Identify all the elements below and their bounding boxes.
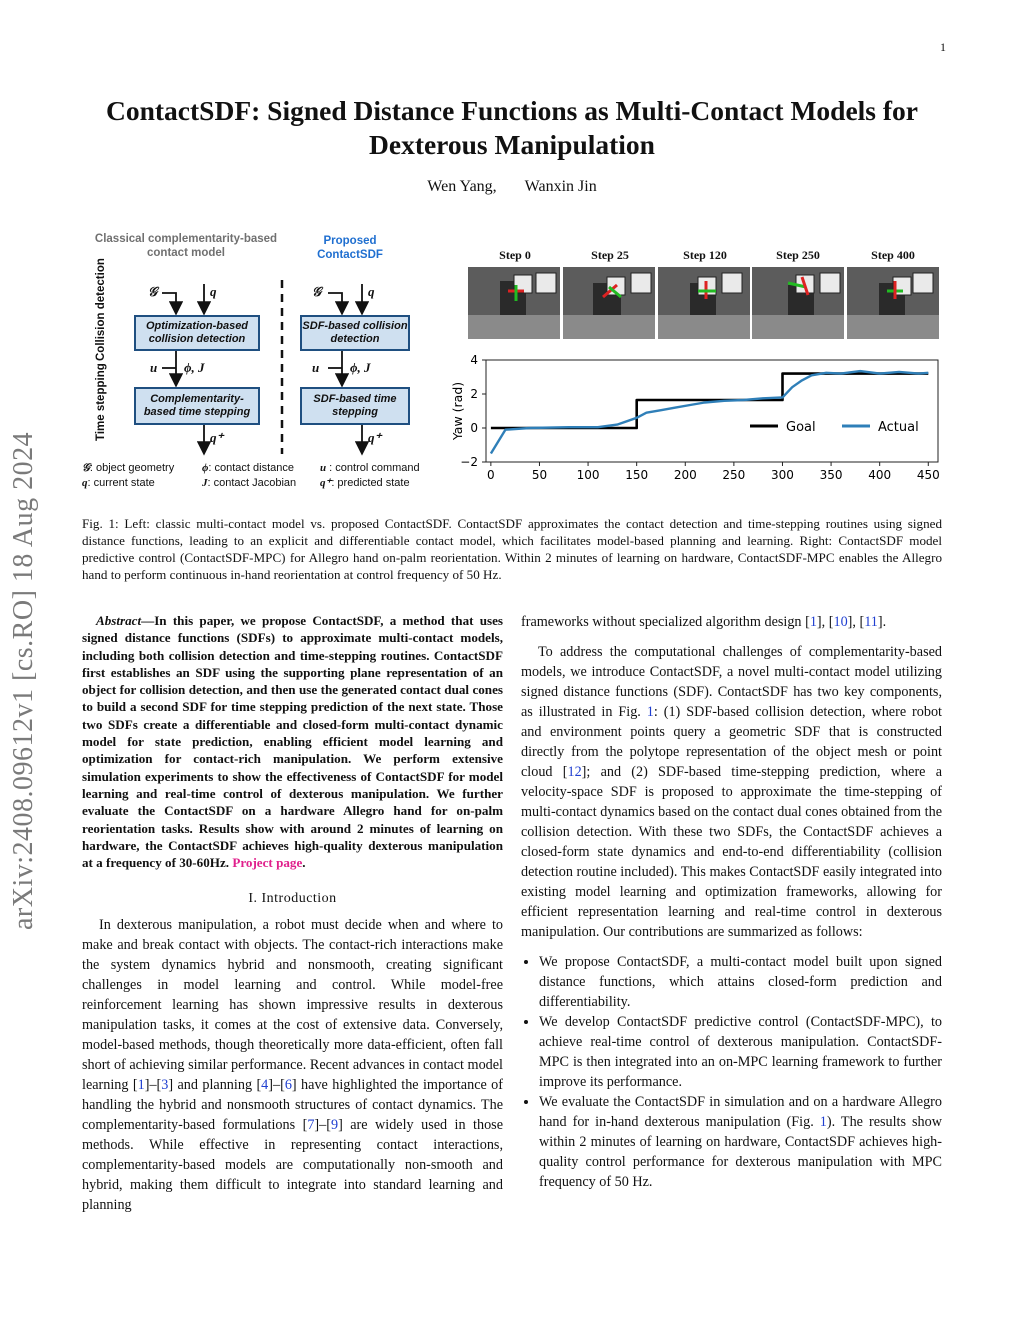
series-line-actual bbox=[491, 371, 928, 453]
row-label-time: Time stepping bbox=[95, 363, 107, 441]
x-tick-label-350: 350 bbox=[819, 468, 843, 482]
fig-1-ref-2[interactable]: 1 bbox=[819, 1114, 827, 1130]
x-tick-label-50: 50 bbox=[531, 468, 548, 482]
yaw-chart bbox=[450, 352, 950, 485]
x-tick-label-400: 400 bbox=[868, 468, 892, 482]
sym-u-left: u bbox=[150, 360, 158, 375]
citation-4[interactable]: 4 bbox=[261, 1077, 269, 1094]
sym-state-right: q bbox=[368, 284, 375, 299]
arxiv-stamp: arXiv:2408.09612v1 [cs.RO] 18 Aug 2024 bbox=[8, 431, 39, 930]
optimization-collision-box: Optimization-based collision detection bbox=[134, 315, 260, 351]
right-column bbox=[521, 612, 942, 1192]
plot-frame bbox=[486, 360, 938, 462]
sym-geometry-right: 𝒢 bbox=[312, 284, 322, 299]
legend-geometry: 𝒢: object geometry bbox=[82, 462, 175, 474]
citation-1[interactable]: 1 bbox=[137, 1077, 145, 1094]
citation-6[interactable]: 6 bbox=[284, 1077, 292, 1094]
complementarity-time-box: Complementarity-based time stepping bbox=[134, 387, 260, 425]
x-tick-label-150: 150 bbox=[625, 468, 649, 482]
author-2: Wanxin Jin bbox=[524, 178, 597, 195]
proposed-header: Proposed ContactSDF bbox=[317, 235, 383, 261]
citation-3[interactable]: 3 bbox=[161, 1077, 169, 1094]
fig-1-ref[interactable]: 1 bbox=[646, 704, 654, 720]
intro-paragraph-cont: frameworks without specialized algorithm design [1], [10], [11]. bbox=[521, 614, 887, 630]
diagram-arrows bbox=[86, 232, 438, 492]
contribution-3: • We evaluate the ContactSDF in simulation and on a hardware Allegro hand for in-hand dexterous manipulation (Fig. 1). The results show within 2 minutes of learning on hardware, ContactSDF achieves high-quality control performance for dexterous manipulation with MPC frequency of 50 Hz. bbox=[539, 1092, 942, 1192]
y-tick-label-0: 0 bbox=[470, 421, 478, 435]
legend-jacobian: J: contact Jacobian bbox=[202, 477, 297, 489]
sym-state-left: q bbox=[210, 284, 217, 299]
paper-title: ContactSDF: Signed Distance Functions as Multi-Contact Models for Dexterous Manipulation bbox=[106, 95, 918, 160]
x-tick-label-0: 0 bbox=[487, 468, 495, 482]
robot-photo-step-25 bbox=[563, 267, 655, 339]
intro-paragraph-2: To address the computational challenges of complementarity-based models, we introduce ContactSDF, a novel multi-contact model utilizing signed distance functions (SDF). ContactSDF has two key components, as illustrated in Fig. 1: (1) SDF-based collision detection, where robot and environment points query a geometric SDF that is constructed directly from the polytope representation of the object mesh or point cloud [12]; and (2) SDF-based time-stepping prediction, where a velocity-space SDF is proposed to approximate the time-stepping of multi-contact dynamics based on the contact dual cones obtained from the collision detection. With these two SDFs, the ContactSDF achieves a closed-form state dynamics and end-to-end differentiability (collision detection routine included). This makes ContactSDF easily integrated into existing model learning and optimization frameworks, allowing for efficient representation learning and real-time control in dexterous manipulation. Our contributions are summarized as follows: bbox=[521, 644, 942, 940]
robot-photo-step-0 bbox=[468, 267, 560, 339]
figure-caption: Fig. 1: Left: classic multi-contact model vs. proposed ContactSDF. ContactSDF approximates the contact detection and time-stepping routines using signed distance functions, leading to an explicit and differentiable contact model, which facilitates model-based planning and learning. Right: ContactSDF model predictive control (ContactSDF-MPC) for Allegro hand on-palm reorientation. Within 2 minutes of learning on hardware, ContactSDF-MPC enables the Allegro hand to perform continuous in-hand reorientation at control frequency of 50 Hz. bbox=[82, 516, 942, 582]
step-label-400: Step 400 bbox=[871, 248, 915, 262]
arrow-geometry-right bbox=[328, 293, 342, 312]
y-tick-label-4: 4 bbox=[470, 353, 478, 367]
authors bbox=[70, 178, 954, 196]
step-label-250: Step 250 bbox=[776, 248, 820, 262]
step-label-120: Step 120 bbox=[683, 248, 727, 262]
legend-label-goal: Goal bbox=[786, 420, 816, 435]
author-1: Wen Yang, bbox=[427, 178, 497, 195]
citation-10[interactable]: 10 bbox=[833, 614, 848, 630]
page-number: 1 bbox=[940, 40, 946, 54]
robot-photo-step-400 bbox=[847, 267, 939, 339]
contributions-list bbox=[521, 952, 942, 1192]
abstract-label: Abstract bbox=[96, 613, 142, 628]
y-tick-label--2: −2 bbox=[460, 455, 478, 469]
x-tick-label-300: 300 bbox=[771, 468, 794, 482]
sym-u-right: u bbox=[312, 360, 320, 375]
citation-9[interactable]: 9 bbox=[330, 1117, 339, 1134]
arrow-geometry-left bbox=[162, 293, 176, 312]
contribution-2: • We develop ContactSDF predictive control (ContactSDF-MPC), to achieve real-time control of dexterous manipulation. ContactSDF-MPC is then integrated into an on-MPC learning framework to further improve its performance. bbox=[539, 1012, 942, 1092]
abstract-body: —In this paper, we propose ContactSDF, a method that uses signed distance functions (SDFs) to approximate multi-contact models, including both collision detection and time-stepping routines. ContactSDF first establishes an SDF using the supporting plane representation of an object for collision detection, and then use the generated contact dual cones to build a second SDF for time stepping prediction of the next state. Those two SDFs create a differentiable and closed-form multi-contact dynamic model for state prediction, enabling efficient model learning and optimization for contact-rich manipulation. We perform extensive simulation experiments to show the effectiveness of ContactSDF for model learning and real-time control of dexterous manipulation. We further evaluate the ContactSDF on a hardware Allegro hand for on-palm reorientation tasks. Results show with around 2 minutes of learning on hardware, the ContactSDF achieves high-quality dexterous manipulation at a frequency of 30-60Hz. bbox=[82, 613, 503, 871]
sym-phiJ-right: ϕ, J bbox=[350, 360, 371, 375]
legend-distance: ϕ: contact distance bbox=[202, 462, 294, 474]
row-label-collision: Collision detection bbox=[95, 258, 107, 361]
robot-photo-step-120 bbox=[658, 267, 750, 339]
sym-phiJ-left: ϕ, J bbox=[184, 360, 205, 375]
x-tick-label-250: 250 bbox=[722, 468, 746, 482]
classical-header: Classical complementarity-based contact model bbox=[94, 233, 278, 259]
step-label-0: Step 0 bbox=[499, 248, 531, 262]
contribution-1: • We propose ContactSDF, a multi-contact model built upon signed distance functions, which attains closed-form prediction and differentiability. bbox=[539, 952, 942, 1012]
series-line-goal bbox=[491, 374, 928, 428]
citation-1b[interactable]: 1 bbox=[809, 614, 817, 630]
intro-paragraph-1: In dexterous manipulation, a robot must decide when and where to make and break contact with objects. The contact-rich interactions make the system dynamics hybrid and nonsmooth, creating significant challenges in model learning and control. While model-free reinforcement learning has shown impressive results in dexterous manipulation tasks, it comes at the cost of extensive data. Conversely, model-based methods, though theoretically more data-efficient, often fall short of achieving similar performance. Recent advances in contact model learning [1]–[3] and planning [4]–[6] have highlighted the importance of handling the hybrid and nonsmooth structures of contact dynamics. The complementarity-based formulations [7]–[9] are widely used in those methods. While effective in representing contact interactions, complementarity-based models are computationally non-smooth and hybrid, making them difficult to integrate into standard learning and planning bbox=[82, 917, 504, 1214]
step-label-25: Step 25 bbox=[591, 248, 629, 262]
y-tick-label-2: 2 bbox=[470, 387, 478, 401]
sym-geometry-left: 𝒢 bbox=[148, 284, 158, 299]
citation-11[interactable]: 11 bbox=[864, 614, 878, 630]
legend-state: q: current state bbox=[82, 477, 155, 489]
legend-label-actual: Actual bbox=[878, 420, 919, 435]
contact-model-diagram bbox=[82, 232, 438, 492]
x-tick-label-200: 200 bbox=[673, 468, 697, 482]
x-tick-label-450: 450 bbox=[916, 468, 940, 482]
robot-photo-step-250 bbox=[752, 267, 844, 339]
sdf-collision-box: SDF-based collision detection bbox=[300, 315, 410, 351]
legend-control: u : control command bbox=[320, 462, 420, 474]
legend-predicted: q⁺: predicted state bbox=[320, 477, 410, 489]
abstract: Abstract—In this paper, we propose ContactSDF, a method that uses signed distance functions (SDFs) to approximate multi-contact models, including both collision detection and time-stepping routines. ContactSDF first establishes an SDF using the supporting plane representation of an object for collision detection, and then use the generated contact dual cones to build a second SDF for time stepping prediction of the next state. Those two SDFs create a differentiable and closed-form multi-contact dynamic model for state prediction, enabling efficient model learning and optimization for contact-rich manipulation. We perform extensive simulation experiments to show the effectiveness of ContactSDF for model learning and real-time control of dexterous manipulation. We further evaluate the ContactSDF on a hardware Allegro hand for on-palm reorientation tasks. Results show with around 2 minutes of learning on hardware, the ContactSDF achieves high-quality dexterous manipulation at a frequency of 30-60Hz. Project page. bbox=[82, 613, 503, 871]
sym-qplus-left: q⁺ bbox=[210, 430, 224, 445]
sym-qplus-right: q⁺ bbox=[368, 430, 382, 445]
citation-12[interactable]: 12 bbox=[567, 764, 582, 780]
sdf-time-box: SDF-based time stepping bbox=[300, 387, 410, 425]
section-heading-introduction: I. Introduction bbox=[248, 891, 337, 907]
left-column bbox=[82, 612, 503, 1215]
reorientation-figure bbox=[450, 240, 950, 485]
y-axis-label: Yaw (rad) bbox=[450, 381, 465, 441]
project-page-link[interactable]: Project page bbox=[232, 855, 303, 871]
x-tick-label-100: 100 bbox=[576, 468, 600, 482]
citation-7[interactable]: 7 bbox=[307, 1117, 315, 1134]
